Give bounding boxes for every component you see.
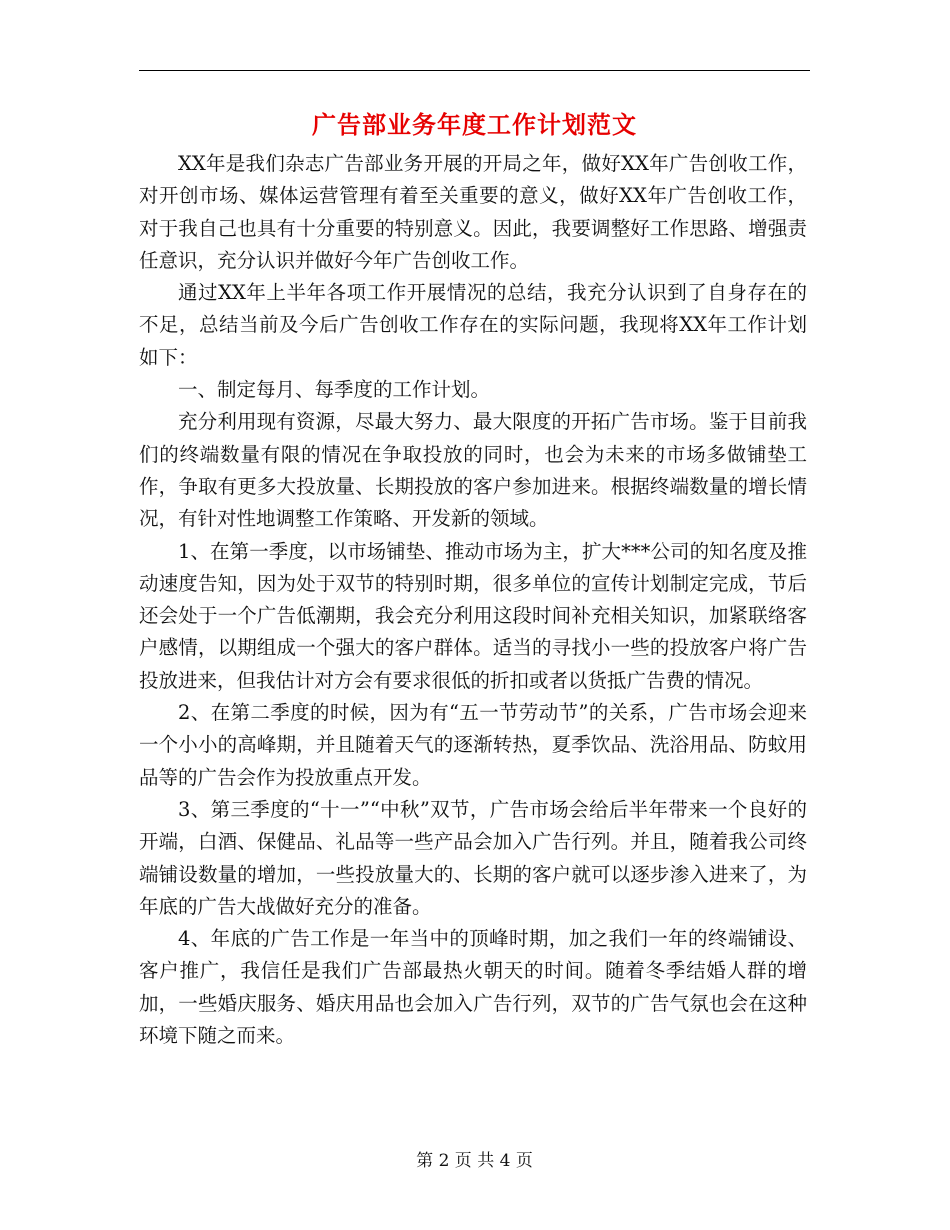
paragraph: 4、年底的广告工作是一年当中的顶峰时期，加之我们一年的终端铺设、客户推广，我信任是我们广告部最热火朝天的时间。随着冬季结婚人群的增加，一些婚庆服务、婚庆用品也会加入广告行列，双节的广告气氛也会在这种环境下随之而来。 (139, 927, 807, 1048)
paragraph: 3、第三季度的“十一”“中秋”双节，广告市场会给后半年带来一个良好的开端，白酒、保健品、礼品等一些产品会加入广告行列。并且，随着我公司终端铺设数量的增加，一些投放量大的、长期的客户就可以逐步渗入进来了，为年底的广告大战做好充分的准备。 (139, 797, 807, 918)
paragraph: XX年是我们杂志广告部业务开展的开局之年，做好XX年广告创收工作，对开创市场、媒体运营管理有着至关重要的意义，做好XX年广告创收工作，对于我自己也具有十分重要的特别意义。因此，我要调整好工作思路、增强责任意识，充分认识并做好今年广告创收工作。 (139, 152, 807, 272)
paragraph: 2、在第二季度的时候，因为有“五一节劳动节”的关系，广告市场会迎来一个小小的高峰期，并且随着天气的逐渐转热，夏季饮品、洗浴用品、防蚊用品等的广告会作为投放重点开发。 (139, 701, 807, 789)
document-title: 广告部业务年度工作计划范文 (312, 110, 637, 139)
paragraph: 充分利用现有资源，尽最大努力、最大限度的开拓广告市场。鉴于目前我们的终端数量有限的情况在争取投放的同时，也会为未来的市场多做铺垫工作，争取有更多大投放量、长期投放的客户参加进来。根据终端数量的增长情况，有针对性地调整工作策略、开发新的领域。 (139, 410, 807, 531)
header-rule (139, 70, 810, 71)
paragraph: 一、制定每月、每季度的工作计划。 (178, 378, 491, 402)
paragraph: 通过XX年上半年各项工作开展情况的总结，我充分认识到了自身存在的不足，总结当前及今后广告创收工作存在的实际问题，我现将XX年工作计划如下： (139, 281, 807, 369)
document-body (139, 148, 807, 1052)
page-number-footer: 第 2 页 共 4 页 (416, 1151, 533, 1171)
paragraph: 1、在第一季度，以市场铺垫、推动市场为主，扩大***公司的知名度及推动速度告知，因为处于双节的特别时期，很多单位的宣传计划制定完成，节后还会处于一个广告低潮期，我会充分利用这段时间补充相关知识，加紧联络客户感情，以期组成一个强大的客户群体。适当的寻找小一些的投放客户将广告投放进来，但我估计对方会有要求很低的折扣或者以货抵广告费的情况。 (139, 539, 807, 692)
